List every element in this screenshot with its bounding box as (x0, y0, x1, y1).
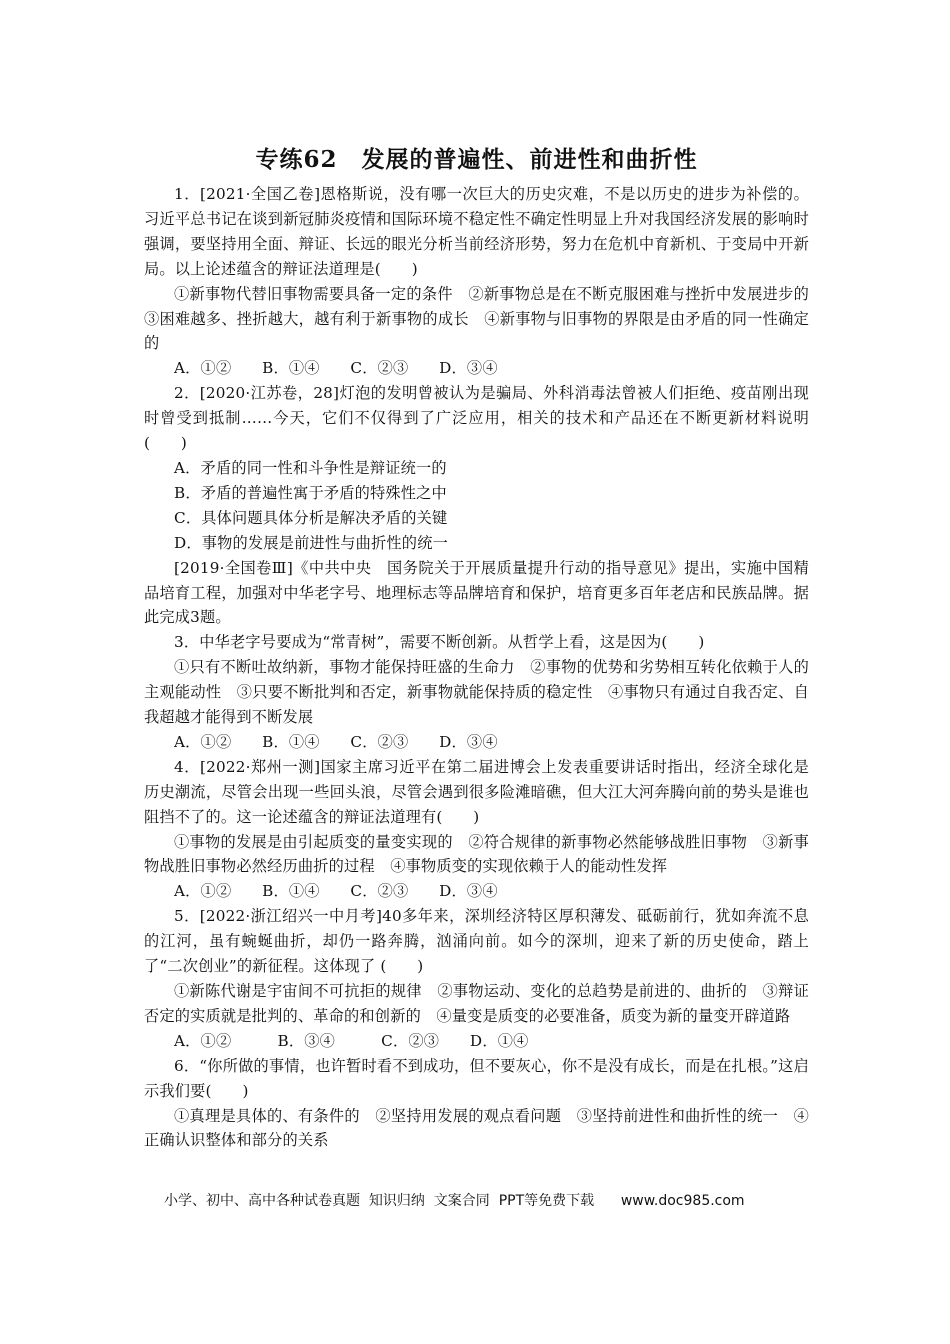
question-6 (144, 1054, 809, 1154)
question-5 (144, 904, 809, 1053)
answer-choices: A．①② B．①④ C．②③ D．③④ (174, 359, 498, 378)
question-stem: 4．[2022·郑州一测]国家主席习近平在第二届进博会上发表重要讲话时指出，经济全球化是历史潮流，尽管会出现一些回头浪，尽管会遇到很多险滩暗礁，但大江大河奔腾向前的势头是谁也阻挡不了的。这一论述蕴含的辩证法道理有( ) (144, 757, 809, 826)
option-a: A．矛盾的同一性和斗争性是辩证统一的 (174, 458, 447, 477)
question-items: ①新事物代替旧事物需要具备一定的条件 ②新事物总是在不断克服困难与挫折中发展进步的 ③困难越多、挫折越大，越有利于新事物的成长 ④新事物与旧事物的界限是由矛盾的同一性确定的 (144, 284, 825, 353)
answer-choices: A．①② B．①④ C．②③ D．③④ (174, 882, 498, 901)
option-b: B．矛盾的普遍性寓于矛盾的特殊性之中 (174, 483, 447, 502)
answer-choices: A．①② B．③④ C．②③ D．①④ (174, 1031, 529, 1050)
document-page (144, 140, 825, 1153)
question-items: ①真理是具体的、有条件的 ②坚持用发展的观点看问题 ③坚持前进性和曲折性的统一 ④正确认识整体和部分的关系 (144, 1106, 809, 1150)
question-stem: 3．中华老字号要成为“常青树”，需要不断创新。从哲学上看，这是因为( ) (174, 633, 705, 652)
question-stem: 2．[2020·江苏卷，28]灯泡的发明曾被认为是骗局、外科消毒法曾被人们拒绝、疫苗刚出现时曾受到抵制……今天，它们不仅得到了广泛应用，相关的技术和产品还在不断更新材料说明( ) (144, 384, 809, 453)
question-items: ①只有不断吐故纳新，事物才能保持旺盛的生命力 ②事物的优势和劣势相互转化依赖于人的主观能动性 ③只要不断批判和否定，新事物就能保持质的稳定性 ④事物只有通过自我否定、自我超越才能得到不断发展 (144, 658, 809, 727)
answer-choices: A．①② B．①④ C．②③ D．③④ (174, 732, 498, 751)
material-passage: [2019·全国卷Ⅲ]《中共中央 国务院关于开展质量提升行动的指导意见》提出，实施中国精品培育工程，加强对中华老字号、地理标志等品牌培育和保护，培育更多百年老店和民族品牌。据此完成3题。 (144, 558, 809, 627)
question-2 (144, 381, 809, 555)
question-stem: 1．[2021·全国乙卷]恩格斯说，没有哪一次巨大的历史灾难，不是以历史的进步为补偿的。习近平总书记在谈到新冠肺炎疫情和国际环境不稳定性不确定性明显上升对我国经济发展的影响时强调，要坚持用全面、辩证、长远的眼光分析当前经济形势，努力在危机中育新机、于变局中开新局。以上论述蕴含的辩证法道理是( ) (144, 185, 809, 278)
question-1 (144, 182, 825, 381)
footer-watermark: 小学、初中、高中各种试卷真题 知识归纳 文案合同 PPT等免费下载 www.doc985.com (164, 1193, 745, 1209)
question-stem: 6．“你所做的事情，也许暂时看不到成功，但不要灰心，你不是没有成长，而是在扎根。”这启示我们要( ) (144, 1056, 809, 1100)
question-items: ①新陈代谢是宇宙间不可抗拒的规律 ②事物运动、变化的总趋势是前进的、曲折的 ③辩证否定的实质就是批判的、革命的和创新的 ④量变是质变的必要准备，质变为新的量变开辟道路 (144, 982, 809, 1025)
question-3 (144, 630, 809, 755)
question-4 (144, 755, 809, 904)
option-d: D．事物的发展是前进性与曲折性的统一 (174, 533, 448, 552)
question-items: ①事物的发展是由引起质变的量变实现的 ②符合规律的新事物必然能够战胜旧事物 ③新事物战胜旧事物必然经历曲折的过程 ④事物质变的实现依赖于人的能动性发挥 (144, 832, 809, 876)
option-c: C．具体问题具体分析是解决矛盾的关键 (174, 508, 448, 527)
question-stem: 5．[2022·浙江绍兴一中月考]40多年来，深圳经济特区厚积薄发、砥砺前行，犹如奔流不息的江河，虽有蜿蜒曲折，却仍一路奔腾，汹涌向前。如今的深圳，迎来了新的历史使命，踏上了“二次创业”的新征程。这体现了 ( ) (144, 907, 809, 976)
page-title: 专练62 发展的普遍性、前进性和曲折性 (255, 146, 698, 173)
